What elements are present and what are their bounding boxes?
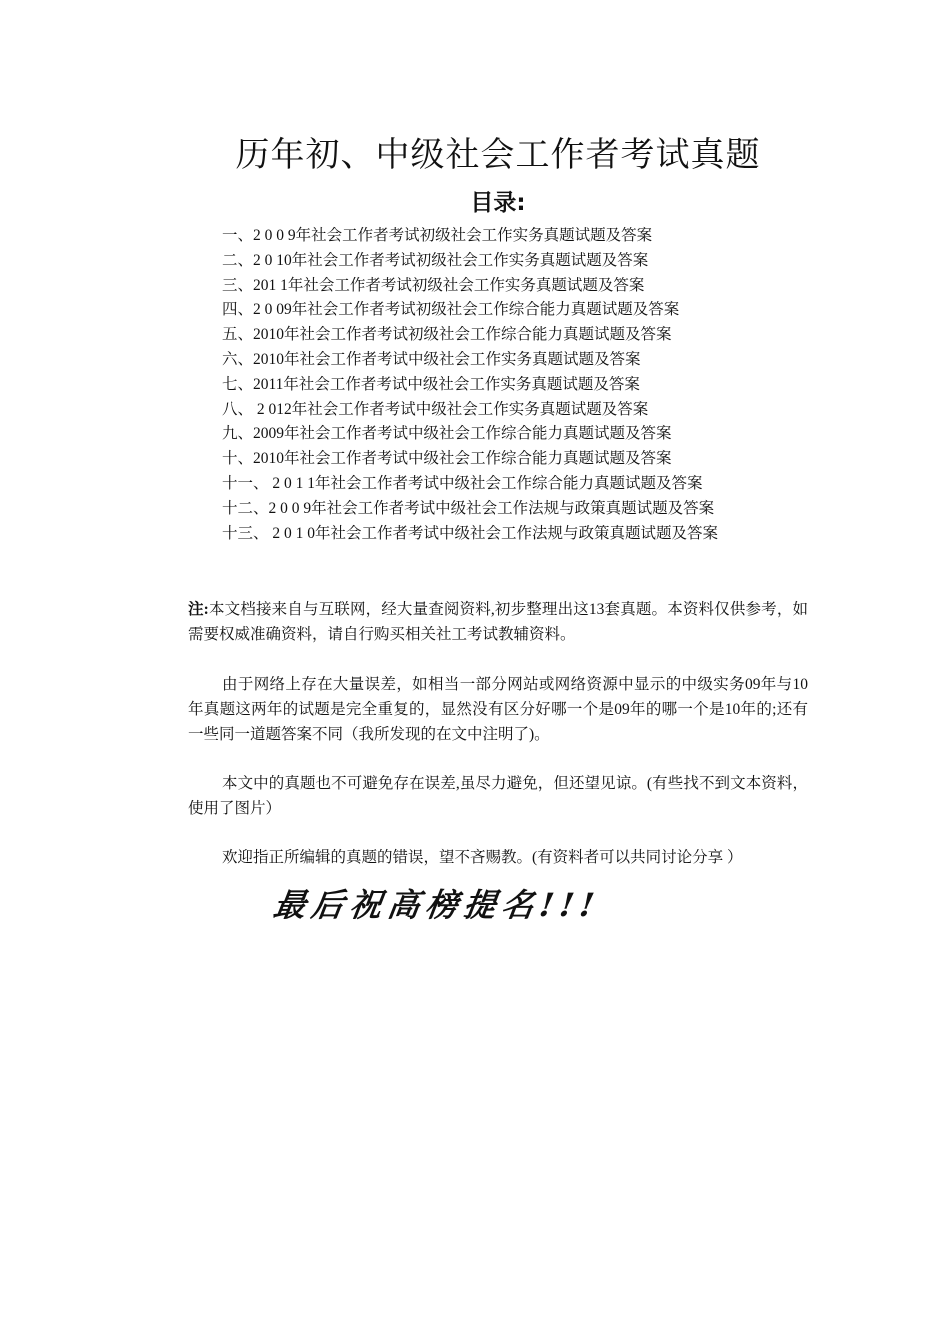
toc-item: 十一、 2 0 1 1年社会工作者考试中级社会工作综合能力真题试题及答案: [222, 474, 703, 492]
toc-item: 十、2010年社会工作者考试中级社会工作综合能力真题试题及答案: [222, 450, 672, 468]
toc-item: 四、2 0 09年社会工作者考试初级社会工作综合能力真题试题及答案: [222, 301, 680, 319]
toc-item: 十三、 2 0 1 0年社会工作者考试中级社会工作法规与政策真题试题及答案: [222, 524, 719, 542]
toc-item: 八、 2 012年社会工作者考试中级社会工作实务真题试题及答案: [222, 400, 649, 418]
note-label: 注:: [188, 601, 209, 618]
toc-item: 二、2 0 10年社会工作者考试初级社会工作实务真题试题及答案: [222, 251, 649, 269]
page-title: 历年初、中级社会工作者考试真题: [235, 135, 761, 175]
errata-paragraph: 由于网络上存在大量误差，如相当一部分网站或网络资源中显示的中级实务09年与10年真题这两年的试题是完全重复的，显然没有区分好哪一个是09年的哪一个是10年的;还有一些同一道题答案不同（我所发现的在文中注明了)。: [188, 676, 808, 743]
toc-item: 九、2009年社会工作者考试中级社会工作综合能力真题试题及答案: [222, 425, 672, 443]
toc-heading: 目录:: [470, 190, 526, 216]
toc-item: 一、2 0 0 9年社会工作者考试初级社会工作实务真题试题及答案: [222, 227, 653, 244]
feedback-paragraph: 欢迎指正所编辑的真题的错误，望不吝赐教。(有资料者可以共同讨论分享 ）: [222, 849, 743, 866]
toc-item: 七、2011年社会工作者考试中级社会工作实务真题试题及答案: [222, 375, 640, 393]
toc-item: 十二、2 0 0 9年社会工作者考试中级社会工作法规与政策真题试题及答案: [222, 499, 715, 517]
apology-paragraph: 本文中的真题也不可避免存在误差,虽尽力避免，但还望见谅。(有些找不到文本资料，使用了图片）: [188, 775, 808, 817]
toc-item: 五、2010年社会工作者考试初级社会工作综合能力真题试题及答案: [222, 326, 672, 344]
table-of-contents: [222, 224, 718, 546]
toc-item: 六、2010年社会工作者考试中级社会工作实务真题试题及答案: [222, 350, 641, 368]
note-paragraph: [188, 597, 808, 647]
closing-wish: 最后祝高榜提名!!!: [271, 886, 603, 924]
note-text: 本文档接来自与互联网，经大量查阅资料,初步整理出这13套真题。本资料仅供参考，如需要权威准确资料，请自行购买相关社工考试教辅资料。: [188, 601, 808, 643]
toc-item: 三、201 1年社会工作者考试初级社会工作实务真题试题及答案: [222, 276, 645, 294]
